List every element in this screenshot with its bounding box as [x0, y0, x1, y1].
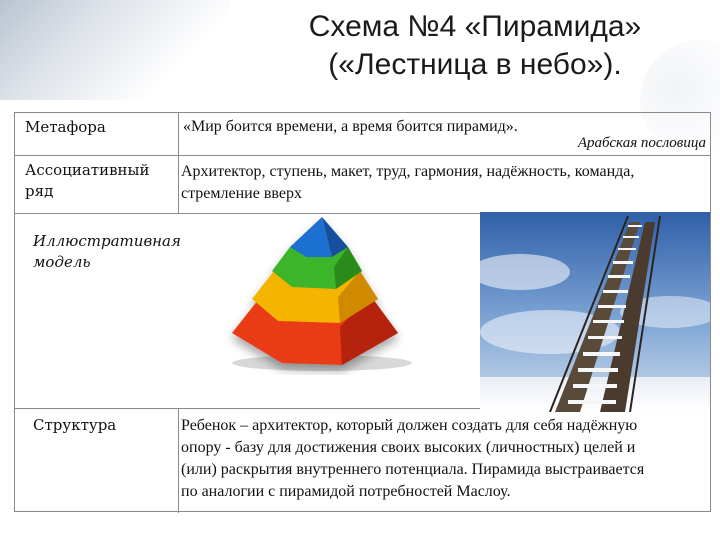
model-label-line-1: Иллюстративная	[33, 232, 181, 250]
stairs-to-sky-photo	[480, 212, 710, 412]
associations-text	[181, 161, 711, 205]
structure-text-line-3: (или) раскрытия внутреннего потенциала. Пирамида выстраивается	[181, 461, 645, 478]
model-label	[33, 231, 181, 273]
metaphor-label: Метафора	[25, 118, 106, 136]
metaphor-text: «Мир боится времени, а время боится пирамид».	[183, 118, 518, 135]
metaphor-source: Арабская пословица	[577, 135, 706, 151]
pyramid-illustration	[222, 215, 412, 375]
title-line-2: («Лестница в небо»).	[328, 48, 622, 81]
title-line-1: Схема №4 «Пирамида»	[308, 10, 642, 43]
model-label-line-2: модель	[33, 253, 91, 271]
corner-decoration	[0, 0, 230, 100]
snow-ground	[480, 377, 710, 412]
associations-text-line-2: стремление вверх	[181, 185, 302, 202]
associations-label-line-1: Ассоциативный	[25, 161, 150, 179]
structure-text-line-2: опору - базу для достижения своих высоких (личностных) целей и	[181, 439, 636, 456]
associations-label-line-2: ряд	[25, 182, 54, 200]
associations-label	[25, 160, 149, 202]
column-divider	[178, 113, 179, 213]
associations-text-line-1: Архитектор, ступень, макет, труд, гармония, надёжность, команда,	[181, 163, 635, 180]
structure-text	[181, 415, 709, 503]
structure-text-line-1: Ребенок – архитектор, который должен создать для себя надёжную	[181, 417, 638, 434]
row-divider	[15, 155, 710, 156]
slide-title	[250, 8, 700, 84]
structure-label: Структура	[33, 416, 117, 434]
column-divider	[178, 408, 179, 513]
structure-text-line-4: по аналогии с пирамидой потребностей Маслоу.	[181, 483, 511, 500]
